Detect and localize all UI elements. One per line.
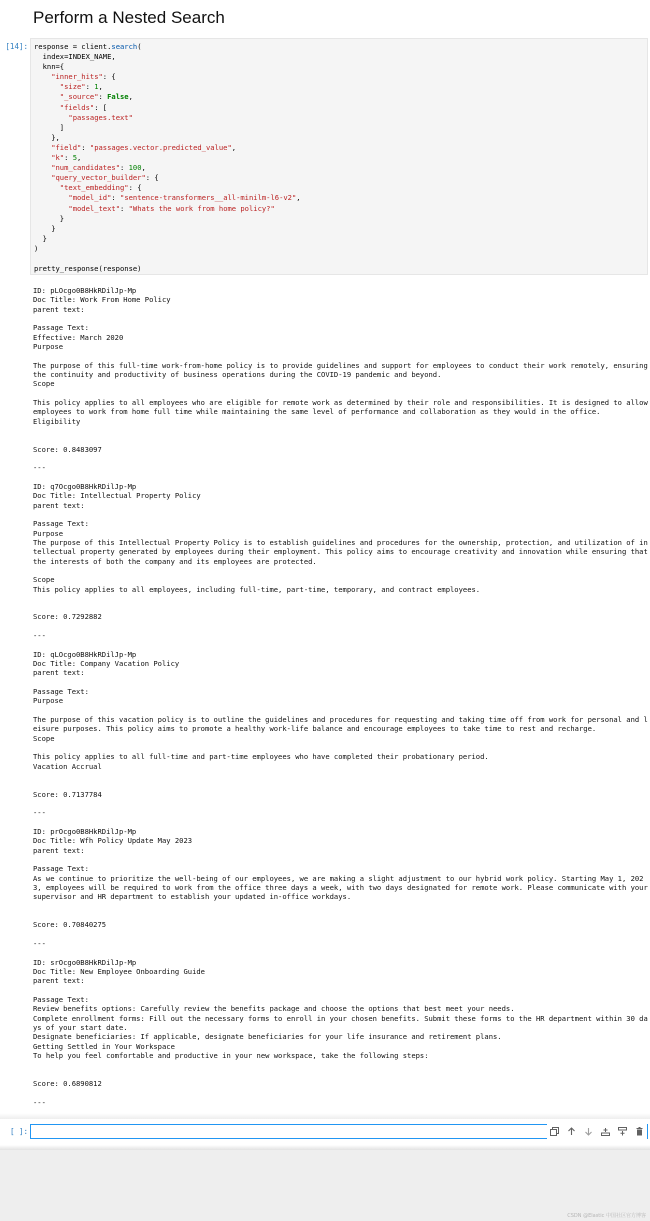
notebook-bottom-area xyxy=(0,1150,650,1221)
empty-cell-prompt: [ ]: xyxy=(9,1127,28,1136)
watermark-text: CSDN @Elastic 中国社区官方博客 xyxy=(567,1213,646,1219)
code-source[interactable]: response = client.search( index=INDEX_NAME, knn={ "inner_hits": { "size": 1, "_source": False, "fields": [ "passages.text" ] }, "field": "passages.vector.predicted_value", "k": 5, "num_candidates": 100, "query_vector_builder": { "text_embedding": { "model_id": "sentence-transformers__all-minilm-l6-v2", "model_text": "Whats the work from home policy?" } } } ) pretty_response(response) xyxy=(34,42,301,274)
insert-above-icon[interactable] xyxy=(600,1126,611,1137)
section-heading: Perform a Nested Search xyxy=(33,8,225,27)
cell-divider xyxy=(0,1113,650,1119)
cell-output xyxy=(33,286,648,1116)
code-cell-editor[interactable] xyxy=(30,38,648,275)
copy-icon[interactable] xyxy=(549,1126,560,1137)
move-down-icon[interactable] xyxy=(583,1126,594,1137)
output-text: ID: pLOcgo0B8HkRDilJp-Mp Doc Title: Work From Home Policy parent text: Passage Text: Effective: March 2020 Purpose The purpose of this full-time work-from-home policy is to provide guidelines and support for employees to conduct their work remotely, ensuring the continuity and productivity of business operations during the COVID-19 pandemic and beyond. Scope This policy applies to all employees who are eligible for remote work as determined by their role and responsibilities. It is designed to allow employees to work from home full time while maintaining the same level of performance and collaboration as they would in the office. Eligibility Score: 0.8483097 --- ID: q7Ocgo0B8HkRDilJp-Mp Doc Title: Intellectual Property Policy parent text: Passage Text: Purpose The purpose of this Intellectual Property Policy is to establish guidelines and procedures for the ownership, protection, and utilization of intellectual property generated by employees during their employment. This policy aims to encourage creativity and innovation while ensuring that the interests of both the company and its employees are protected. Scope This policy applies to all employees, including full-time, part-time, temporary, and contract employees. Score: 0.7292882 --- ID: qLOcgo0B8HkRDilJp-Mp Doc Title: Company Vacation Policy parent text: Passage Text: Purpose The purpose of this vacation policy is to outline the guidelines and procedures for requesting and taking time off from work for personal and leisure purposes. This policy aims to promote a healthy work-life balance and encourage employees to take time to rest and recharge. Scope This policy applies to all full-time and part-time employees who have completed their probationary period. Vacation Accrual Score: 0.7137784 --- ID: prOcgo0B8HkRDilJp-Mp Doc Title: Wfh Policy Update May 2023 parent text: Passage Text: As we continue to prioritize the well-being of our employees, we are making a slight adjustment to our hybrid work policy. Starting May 1, 2023, employees will be required to work from the office three days a week, with two days designated for remote work. Please communicate with your supervisor and HR department to establish your updated in-office workdays. Score: 0.70840275 --- ID: srOcgo0B8HkRDilJp-Mp Doc Title: New Employee Onboarding Guide parent text: Passage Text: Review benefits options: Carefully review the benefits package and choose the options that best meet your needs. Complete enrollment forms: Fill out the necessary forms to enroll in your chosen benefits. Submit these forms to the HR department within 30 days of your start date. Designate beneficiaries: If applicable, designate beneficiaries for your life insurance and retirement plans. Getting Settled in Your Workspace To help you feel comfortable and productive in your new workspace, take the following steps: Score: 0.6890812 --- xyxy=(33,286,648,1107)
cell-toolbar xyxy=(547,1124,647,1139)
delete-icon[interactable] xyxy=(634,1126,645,1137)
move-up-icon[interactable] xyxy=(566,1126,577,1137)
insert-below-icon[interactable] xyxy=(617,1126,628,1137)
code-cell-prompt: [14]: xyxy=(5,42,28,51)
